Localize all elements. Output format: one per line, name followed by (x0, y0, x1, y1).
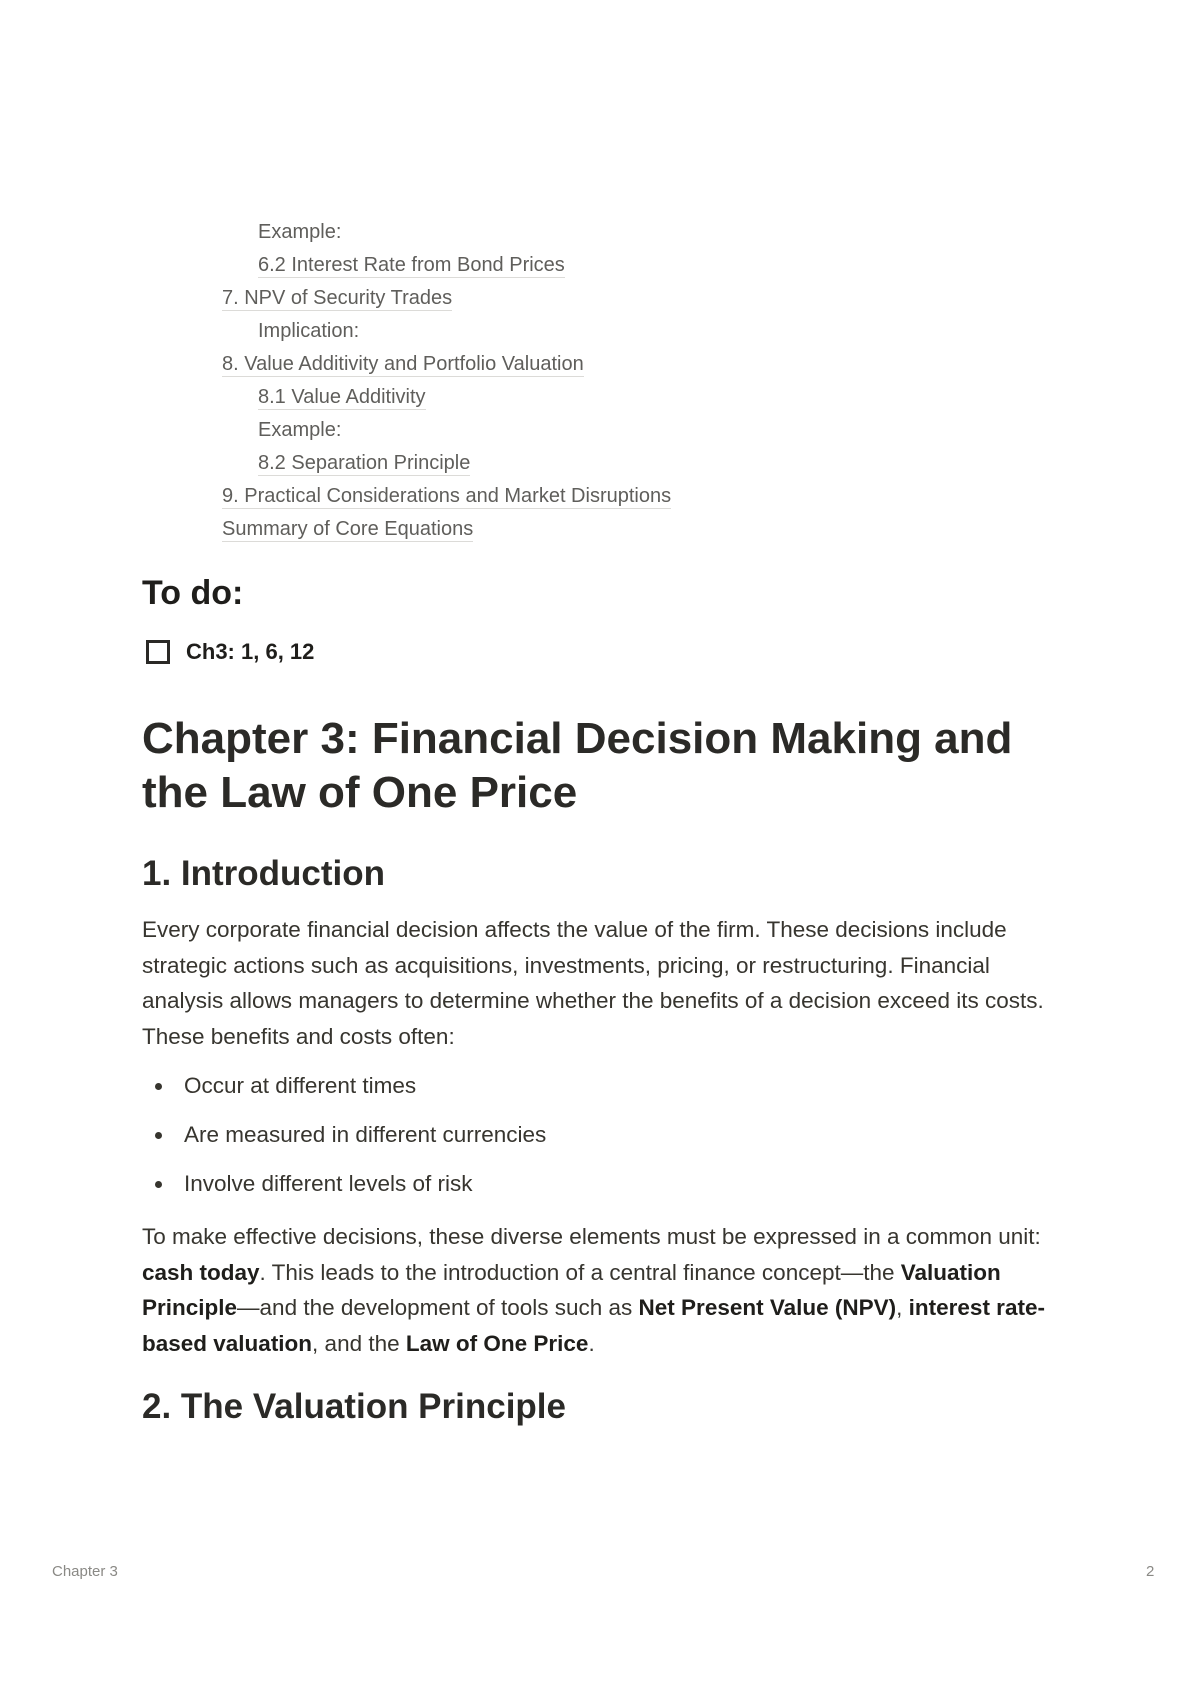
toc-link[interactable]: 8.2 Separation Principle (258, 452, 471, 474)
bullet-dot-icon (155, 1083, 162, 1090)
text-run: —and the development of tools such as (237, 1295, 639, 1320)
toc-item[interactable] (222, 513, 1022, 546)
footer-doc-name: Chapter 3 (52, 1563, 118, 1580)
bold-term-cash-today: cash today (142, 1259, 260, 1285)
toc-item[interactable] (222, 480, 1022, 513)
checkbox-icon[interactable] (146, 640, 170, 664)
bold-term-interest-rate-valuation: interest rate-based valuation (142, 1295, 1045, 1356)
bullet-list (142, 1068, 1042, 1215)
list-item-text: Occur at different times (184, 1073, 417, 1098)
toc-link[interactable]: 8. Value Additivity and Portfolio Valuation (222, 353, 584, 375)
toc-item (222, 315, 1022, 348)
toc-label: Implication: (258, 320, 360, 342)
toc-item[interactable] (222, 348, 1022, 381)
page-title: Chapter 3: Financial Decision Making and the Law of One Price (142, 714, 1013, 817)
todo-item-label: Ch3: 1, 6, 12 (186, 639, 315, 664)
toc-link[interactable]: 9. Practical Considerations and Market Disruptions (222, 485, 672, 507)
list-item-text: Involve different levels of risk (184, 1171, 473, 1196)
text-run: , (896, 1295, 909, 1320)
bullet-dot-icon (155, 1132, 162, 1139)
list-item (142, 1166, 1042, 1215)
toc-item[interactable] (222, 282, 1022, 315)
toc-item[interactable] (222, 381, 1022, 414)
text-run: To make effective decisions, these diverse elements must be expressed in a common unit: (142, 1224, 1041, 1249)
toc-item[interactable] (222, 447, 1022, 480)
toc-link[interactable]: 8.1 Value Additivity (258, 386, 426, 408)
toc-link[interactable]: 7. NPV of Security Trades (222, 287, 453, 309)
intro-paragraph: Every corporate financial decision affects the value of the firm. These decisions include strategic actions such as acquisitions, investments, pricing, or restructuring. Financial analysis allows managers to determine whether the benefits of a decision exceed its costs. These benefits and costs often: (142, 917, 1044, 1049)
toc-link[interactable]: 6.2 Interest Rate from Bond Prices (258, 254, 565, 276)
toc-item (222, 216, 1022, 249)
table-of-contents (222, 216, 1022, 546)
bold-term-valuation-principle: Valuation Principle (142, 1259, 1001, 1320)
todo-heading: To do: (142, 574, 244, 612)
toc-item[interactable] (222, 249, 1022, 282)
toc-label: Example: (258, 221, 342, 243)
bullet-dot-icon (155, 1181, 162, 1188)
list-item (142, 1068, 1042, 1117)
bold-term-npv: Net Present Value (NPV) (638, 1295, 897, 1320)
text-run: , and the (312, 1330, 406, 1356)
footer-page-number: 2 (1146, 1563, 1155, 1580)
bold-term-law-of-one-price: Law of One Price (405, 1330, 589, 1356)
toc-link[interactable]: Summary of Core Equations (222, 518, 474, 540)
text-run: . This leads to the introduction of a central finance concept—the (259, 1259, 901, 1285)
toc-item (222, 414, 1022, 447)
section-heading-valuation-principle: 2. The Valuation Principle (142, 1387, 566, 1426)
list-item-text: Are measured in different currencies (184, 1122, 547, 1147)
todo-item[interactable] (146, 636, 314, 668)
list-item (142, 1117, 1042, 1166)
toc-label: Example: (258, 419, 342, 441)
intro-closing-paragraph (142, 1219, 1062, 1361)
section-heading-introduction: 1. Introduction (142, 854, 386, 893)
text-run: . (588, 1330, 595, 1356)
